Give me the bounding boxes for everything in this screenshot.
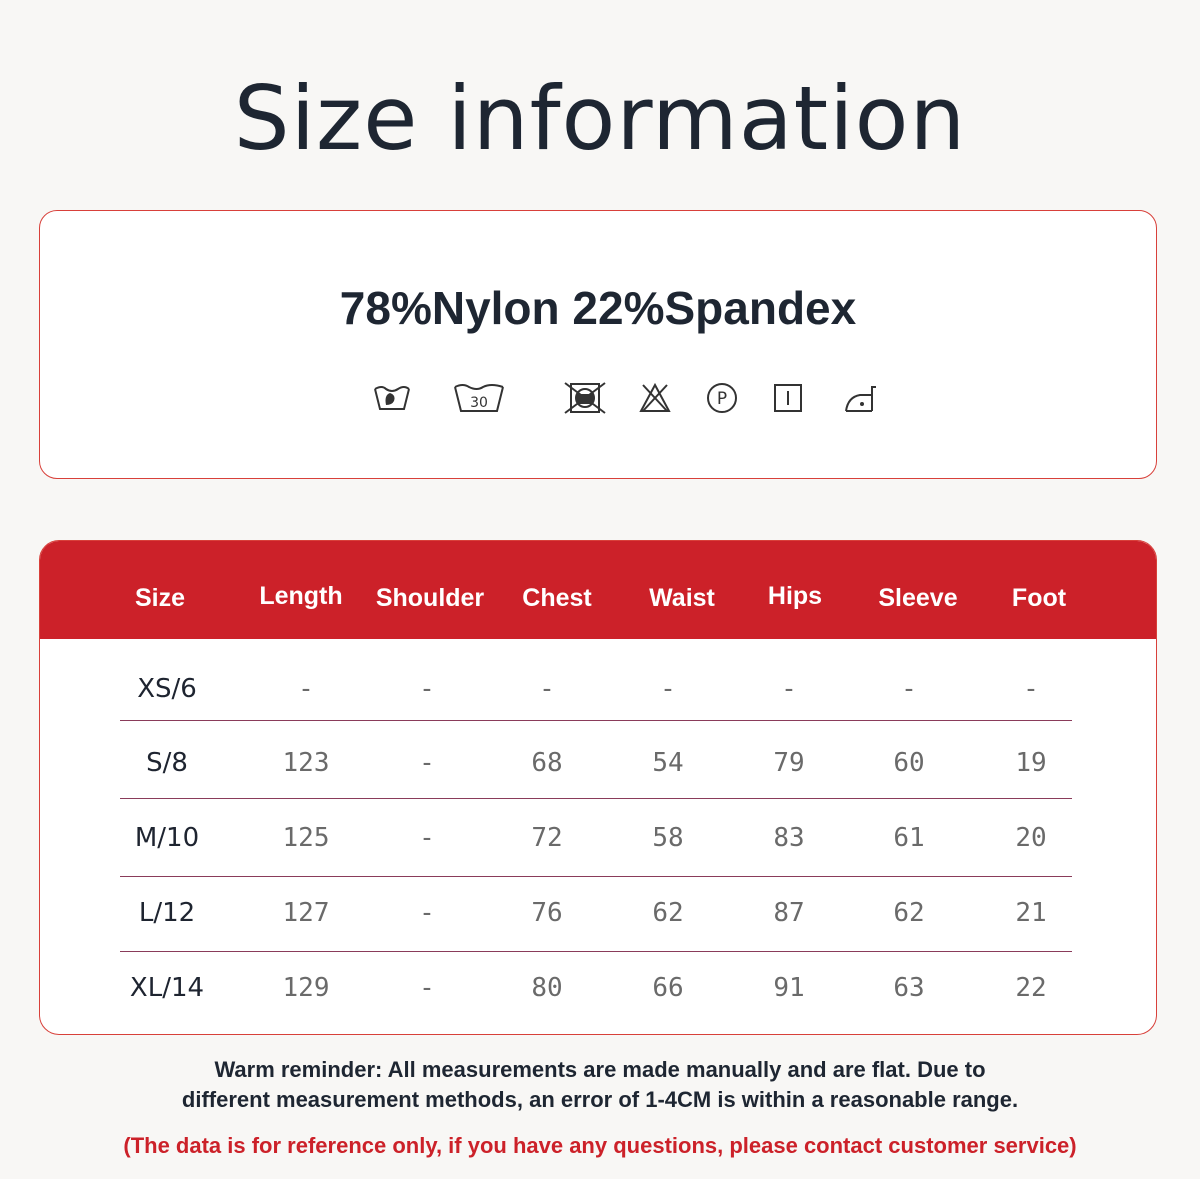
header-waist: Waist: [649, 584, 715, 612]
hips-cell: 91: [773, 973, 805, 1003]
page-title: Size information: [233, 67, 967, 170]
hand-wash-icon: [372, 381, 412, 415]
foot-cell: 21: [1015, 898, 1047, 928]
care-icons: [330, 381, 890, 421]
size-cell: L/12: [138, 898, 196, 928]
table-row: [40, 652, 1156, 727]
chest-cell: 76: [531, 898, 563, 928]
shoulder-cell: -: [419, 823, 435, 853]
hips-cell: -: [781, 674, 797, 704]
header-size: Size: [134, 584, 186, 612]
foot-cell: 22: [1015, 973, 1047, 1003]
reference-note: (The data is for reference only, if you have any questions, please contact customer service): [123, 1133, 1077, 1158]
header-shoulder: Shoulder: [375, 584, 485, 612]
size-table-header: [40, 541, 1156, 639]
chest-cell: 80: [531, 973, 563, 1003]
length-cell: 125: [282, 823, 330, 853]
row-divider: [120, 798, 1072, 799]
size-cell: S/8: [146, 748, 188, 778]
hips-cell: 79: [773, 748, 805, 778]
size-cell: XS/6: [137, 674, 197, 704]
size-cell: XL/14: [129, 973, 205, 1003]
header-chest: Chest: [522, 584, 592, 612]
waist-cell: 58: [652, 823, 684, 853]
header-sleeve: Sleeve: [878, 584, 958, 612]
size-cell: M/10: [134, 823, 200, 853]
sleeve-cell: 62: [893, 898, 925, 928]
sleeve-cell: 63: [893, 973, 925, 1003]
do-not-tumble-dry-icon: [563, 381, 607, 415]
reminder-line-1: Warm reminder: All measurements are made manually and are flat. Due to: [214, 1057, 986, 1082]
foot-cell: 19: [1015, 748, 1047, 778]
foot-cell: 20: [1015, 823, 1047, 853]
shoulder-cell: -: [419, 748, 435, 778]
row-divider: [120, 720, 1072, 721]
svg-text:30: 30: [470, 395, 488, 411]
length-cell: -: [298, 674, 314, 704]
iron-low-icon: [842, 381, 878, 415]
size-table: [39, 540, 1157, 1035]
waist-cell: 54: [652, 748, 684, 778]
material-card: [39, 210, 1157, 479]
hips-cell: 83: [773, 823, 805, 853]
sleeve-cell: 61: [893, 823, 925, 853]
table-row: [40, 801, 1156, 876]
waist-cell: 66: [652, 973, 684, 1003]
chest-cell: 68: [531, 748, 563, 778]
table-row: [40, 951, 1156, 1026]
waist-cell: -: [660, 674, 676, 704]
header-hips: Hips: [767, 582, 823, 610]
chest-cell: -: [539, 674, 555, 704]
shoulder-cell: -: [419, 898, 435, 928]
material-composition: 78%Nylon 22%Spandex: [339, 282, 857, 334]
warm-reminder: [0, 1055, 1200, 1115]
length-cell: 127: [282, 898, 330, 928]
wash-30-icon: [453, 381, 505, 415]
do-not-bleach-icon: [638, 381, 672, 415]
table-row: [40, 726, 1156, 801]
chest-cell: 72: [531, 823, 563, 853]
length-cell: 129: [282, 973, 330, 1003]
shoulder-cell: -: [419, 674, 435, 704]
foot-cell: -: [1023, 674, 1039, 704]
waist-cell: 62: [652, 898, 684, 928]
shoulder-cell: -: [419, 973, 435, 1003]
header-length: Length: [259, 582, 343, 610]
reminder-line-2: different measurement methods, an error of 1-4CM is within a reasonable range.: [181, 1087, 1019, 1112]
length-cell: 123: [282, 748, 330, 778]
dry-clean-p-icon: [705, 381, 739, 415]
hips-cell: 87: [773, 898, 805, 928]
header-foot: Foot: [1011, 584, 1067, 612]
table-row: [40, 876, 1156, 951]
line-dry-icon: [771, 381, 805, 415]
svg-text:P: P: [716, 389, 728, 409]
sleeve-cell: 60: [893, 748, 925, 778]
sleeve-cell: -: [901, 674, 917, 704]
